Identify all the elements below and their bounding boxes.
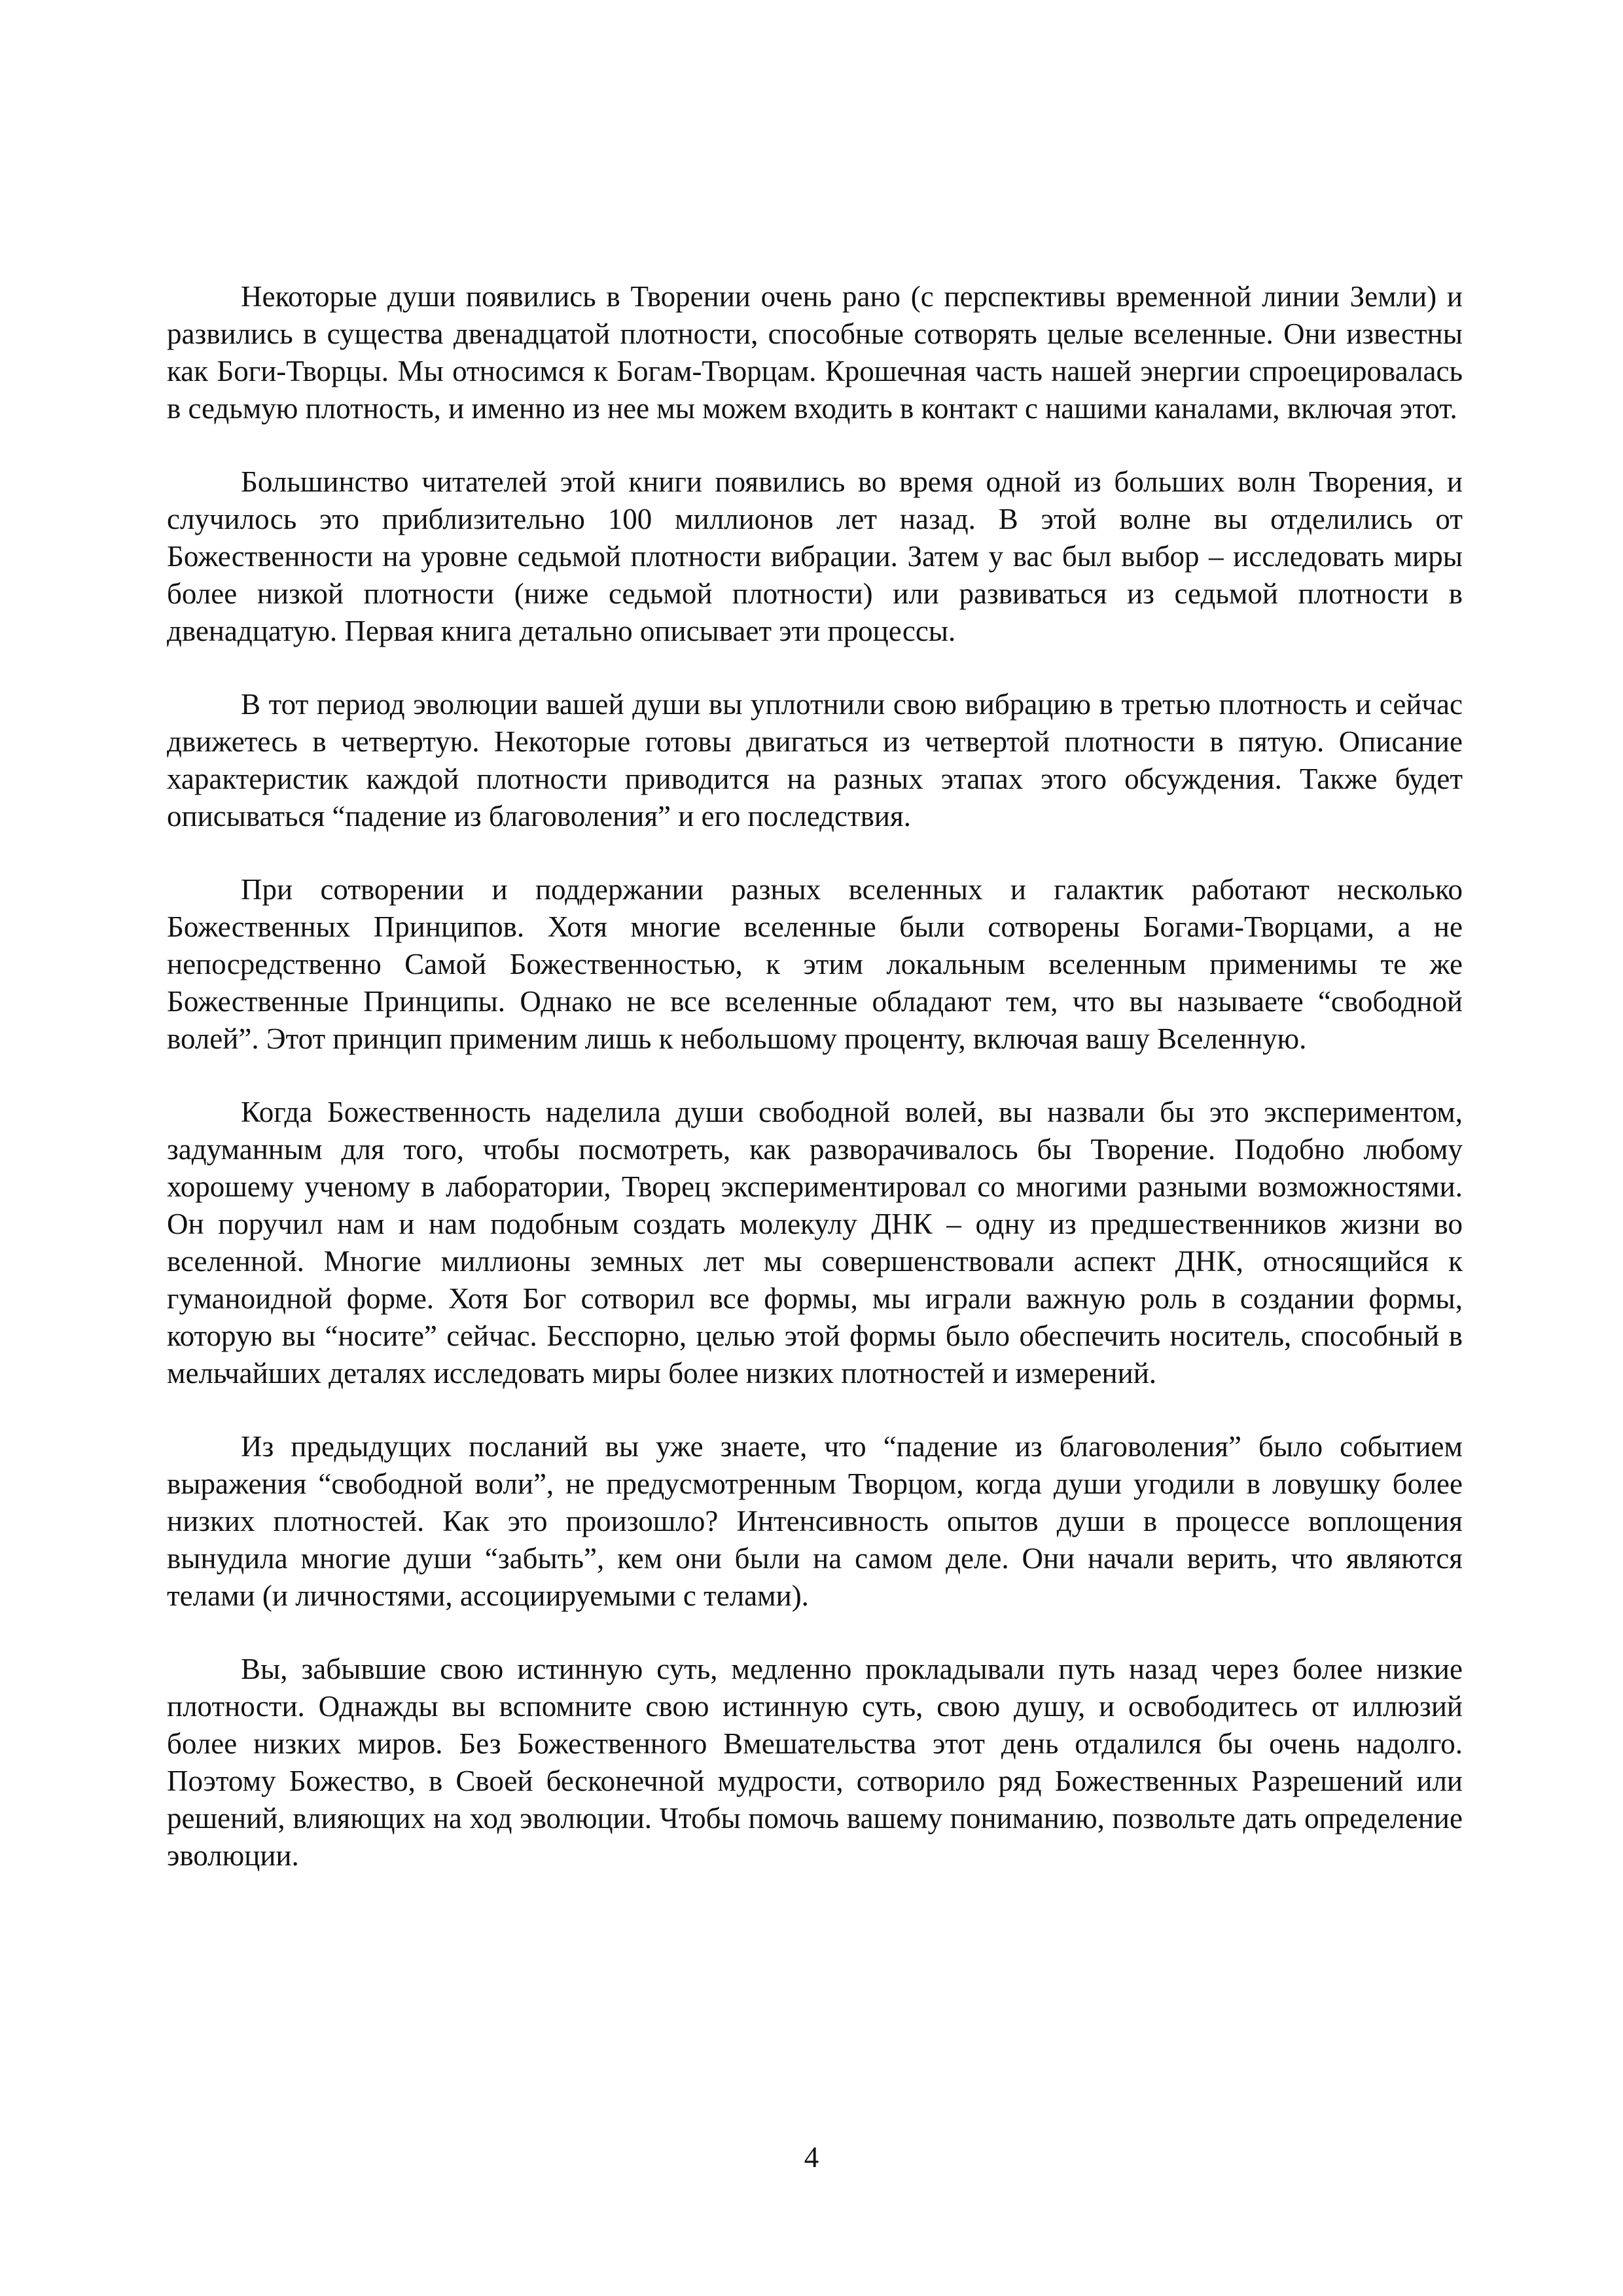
paragraph-6: Из предыдущих посланий вы уже знаете, что “падение из благоволения” было событием выражения “свободной воли”, не предусмотренным Творцом, когда души угодили в ловушку более низких плотностей. Как это произошло? Интенсивность опытов души в процессе воплощения вынудила многие души “забыть”, кем они были на самом деле. Они начали верить, что являются телами (и личностями, ассоциируемыми с телами). <box>167 1430 1463 1612</box>
paragraph-5: Когда Божественность наделила души свободной волей, вы назвали бы это экспериментом, задуманным для того, чтобы посмотреть, как разворачивалось бы Творение. Подобно любому хорошему ученому в лаборатории, Творец экспериментировал со многими разными возможностями. Он поручил нам и нам подобным создать молекулу ДНК – одну из предшественников жизни во вселенной. Многие миллионы земных лет мы совершенствовали аспект ДНК, относящийся к гуманоидной форме. Хотя Бог сотворил все формы, мы играли важную роль в создании формы, которую вы “носите” сейчас. Бесспорно, целью этой формы было обеспечить носитель, способный в мельчайших деталях исследовать миры более низких плотностей и измерений. <box>167 1096 1463 1390</box>
paragraph-1: Некоторые души появились в Творении очень рано (с перспективы временной линии Земли) и развились в существа двенадцатой плотности, способные сотворять целые вселенные. Они известны как Боги-Творцы. Мы относимся к Богам-Творцам. Крошечная часть нашей энергии спроецировалась в седьмую плотность, и именно из нее мы можем входить в контакт с нашими каналами, включая этот. <box>167 280 1463 425</box>
paragraph-4: При сотворении и поддержании разных вселенных и галактик работают несколько Божественных Принципов. Хотя многие вселенные были сотворены Богами-Творцами, а не непосредственно Самой Божественностью, к этим локальным вселенным применимы те же Божественные Принципы. Однако не все вселенные обладают тем, что вы называете “свободной волей”. Этот принцип применим лишь к небольшому проценту, включая вашу Вселенную. <box>167 873 1463 1055</box>
page-number: 4 <box>804 2141 819 2174</box>
paragraph-3: В тот период эволюции вашей души вы уплотнили свою вибрацию в третью плотность и сейчас движетесь в четвертую. Некоторые готовы двигаться из четвертой плотности в пятую. Описание характеристик каждой плотности приводится на разных этапах этого обсуждения. Также будет описываться “падение из благоволения” и его последствия. <box>167 688 1463 833</box>
body-text <box>167 278 1463 1910</box>
paragraph-7: Вы, забывшие свою истинную суть, медленно прокладывали путь назад через более низкие плотности. Однажды вы вспомните свою истинную суть, свою душу, и освободитесь от иллюзий более низких миров. Без Божественного Вмешательства этот день отдалился бы очень надолго. Поэтому Божество, в Своей бесконечной мудрости, сотворило ряд Божественных Разрешений или решений, влияющих на ход эволюции. Чтобы помочь вашему пониманию, позвольте дать определение эволюции. <box>167 1653 1463 1872</box>
paragraph-2: Большинство читателей этой книги появились во время одной из больших волн Творения, и случилось это приблизительно 100 миллионов лет назад. В этой волне вы отделились от Божественности на уровне седьмой плотности вибрации. Затем у вас был выбор – исследовать миры более низкой плотности (ниже седьмой плотности) или развиваться из седьмой плотности в двенадцатую. Первая книга детально описывает эти процессы. <box>167 465 1463 647</box>
